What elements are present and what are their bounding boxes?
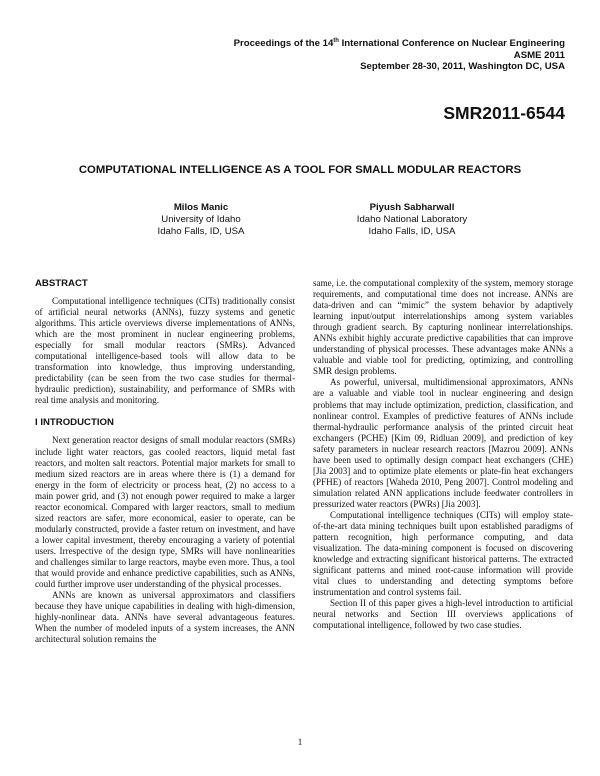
- author-name: Piyush Sabharwall: [369, 202, 455, 213]
- paragraph: ANNs are known as universal approximators and classifiers because they have unique capabilities in dealing with high-dimension, highly-nonlinear data. ANNs have several advantageous features. When the number of modeled inputs of a system increases, the ANN architectural solution remains the: [35, 590, 295, 645]
- author-name: Milos Manic: [173, 202, 229, 213]
- conference-line: ASME 2011: [513, 49, 565, 61]
- paragraph: Computational intelligence techniques (CITs) will employ state-of-the-art data mining techniques built upon established paradigms of pattern recognition, high performance computing, and data visualization. The data-mining component is focused on discovering knowledge and extracting significant historical patterns. The extracted significant patterns and mined root-cause information will provide vital clues to understanding and detecting symptoms before instrumentation and control systems fail.: [313, 509, 573, 598]
- paragraph: As powerful, universal, multidimensional approximators, ANNs are a valuable and viable tool in nuclear engineering and design problems that may include optimization, prediction, classification, and nonlinear control. Examples of predictive features of ANNs include thermal-hydraulic performance analysis of the printed circuit heat exchangers (PCHE) [Kim 09, Ridluan 2009], and prediction of key safety parameters in nuclear research reactors [Mazrou 2009]. ANNs have been used to optimally design compact heat exchangers (CHE) [Jia 2003] and to optimize plate elements or plate-fin heat exchangers (PFHE) of reactors [Waheda 2010, Peng 2007]. Control modeling and simulation related ANN applications include feedwater controllers in pressurized water reactors (PWRs) [Jia 2003].: [313, 377, 573, 509]
- page-number: 1: [297, 737, 303, 747]
- paper-id: SMR2011-6544: [443, 103, 565, 123]
- proceedings-header: [234, 38, 565, 73]
- proceedings-line: Proceedings of the 14th International Conference on Nuclear Engineering: [233, 37, 565, 49]
- paragraph: Next generation reactor designs of small modular reactors (SMRs) include light water reactors, gas cooled reactors, liquid metal fast reactors, and molten salt reactors. Potential major markets for small to medium sized reactors are in areas where there is (1) a demand for energy in the form of electricity or process heat, (2) no access to a main power grid, and (3) not enough power required to make a larger reactor economical. Compared with larger reactors, small to medium sized reactors are safer, more economical, easier to operate, can be modularly constructed, provide a faster return on investment, and have a lower capital investment, thereby encouraging a variety of potential users. Irrespective of the design type, SMRs will have nonlinearities and challenges similar to large reactors, maybe even more. Thus, a tool that would provide and enhance predictive capabilities, such as ANNs, could further improve user understanding of the physical processes.: [35, 435, 295, 590]
- author-location: Idaho Falls, ID, USA: [368, 226, 456, 237]
- paragraph: Section II of this paper gives a high-level introduction to artificial neural networks and Section III overviews applications of computational intelligence, followed by two case studies.: [313, 598, 573, 631]
- author-block: [106, 202, 296, 238]
- paragraph: same, i.e. the computational complexity of the system, memory storage requirements, and computational time does not increase. ANNs are data-driven and can “mimic” the system behavior by adaptively learning input/output interrelationships among system variables through gradient search. By capturing nonlinear interrelationships. ANNs exhibit highly accurate predictive capabilities that can improve understanding of physical processes. These advantages make ANNs a valuable and viable tool for predicting, optimizing, and controlling SMR design problems.: [313, 278, 573, 377]
- introduction-heading: I INTRODUCTION: [35, 417, 114, 429]
- abstract-heading: ABSTRACT: [35, 278, 88, 289]
- left-column: [35, 278, 295, 645]
- abstract-text: Computational intelligence techniques (CITs) traditionally consist of artificial neural networks (ANNs), fuzzy systems and genetic algorithms. This article overviews diverse implementations of ANNs, which are the most prominent in nuclear engineering problems, especially for small modular reactors (SMRs). Advanced computational intelligence-based tools will allow data to be transformation into knowledge, thus improving understanding, predictability (can be seen from the two case studies for thermal-hydraulic prediction), sustainability, and performance of SMRs with real time analysis and monitoring.: [35, 296, 295, 406]
- paper-title: COMPUTATIONAL INTELLIGENCE AS A TOOL FOR SMALL MODULAR REACTORS: [78, 164, 522, 176]
- right-column: [313, 278, 573, 632]
- author-location: Idaho Falls, ID, USA: [157, 226, 245, 237]
- author-block: [317, 202, 507, 238]
- author-affiliation: University of Idaho: [161, 214, 241, 225]
- dates-location-line: September 28-30, 2011, Washington DC, USA: [360, 61, 565, 72]
- author-affiliation: Idaho National Laboratory: [356, 214, 468, 225]
